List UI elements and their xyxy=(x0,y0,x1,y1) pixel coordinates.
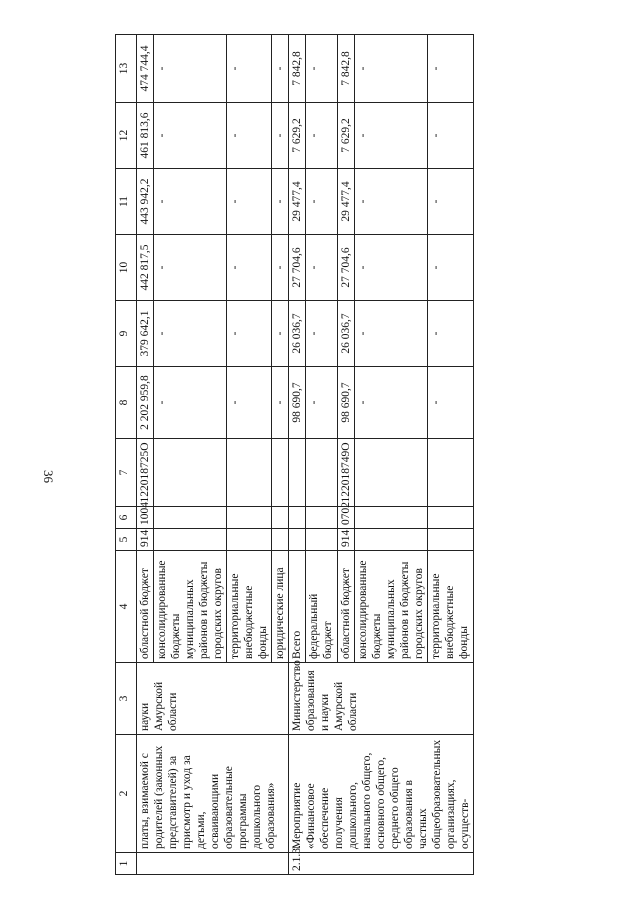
cell-c4: Всего xyxy=(289,551,306,663)
value-cell: - xyxy=(154,103,227,169)
cell-c7 xyxy=(306,439,337,507)
cell-c6 xyxy=(154,507,227,529)
col-number: 11 xyxy=(116,169,137,235)
rotated-table-container xyxy=(115,35,625,875)
value-cell: 2 202 959,8 xyxy=(137,367,154,439)
value-cell: - xyxy=(272,301,289,367)
cell-c7 xyxy=(354,439,428,507)
cell-c7 xyxy=(154,439,227,507)
cell-c6 xyxy=(289,507,306,529)
value-cell: - xyxy=(272,367,289,439)
col-number: 1 xyxy=(116,853,137,875)
value-cell: - xyxy=(354,367,428,439)
value-cell: - xyxy=(428,235,474,301)
value-cell: - xyxy=(227,169,272,235)
cell-c5 xyxy=(154,529,227,551)
value-cell: - xyxy=(428,301,474,367)
value-cell: - xyxy=(354,35,428,103)
value-cell: - xyxy=(354,235,428,301)
cell-col3: Министерство образования и науки Амурской области xyxy=(289,663,474,735)
value-cell: - xyxy=(306,169,337,235)
value-cell: - xyxy=(154,301,227,367)
value-cell: 98 690,7 xyxy=(289,367,306,439)
cell-c7 xyxy=(428,439,474,507)
cell-c6 xyxy=(306,507,337,529)
value-cell: 474 744,4 xyxy=(137,35,154,103)
value-cell: 29 477,4 xyxy=(337,169,354,235)
value-cell: - xyxy=(227,35,272,103)
col-number: 10 xyxy=(116,235,137,301)
cell-c5 xyxy=(272,529,289,551)
value-cell: - xyxy=(227,235,272,301)
value-cell: 98 690,7 xyxy=(337,367,354,439)
column-number-row xyxy=(116,35,137,875)
value-cell: - xyxy=(354,301,428,367)
cell-c7 xyxy=(272,439,289,507)
cell-c7 xyxy=(227,439,272,507)
cell-c6 xyxy=(272,507,289,529)
cell-c6: 0702 xyxy=(337,507,354,529)
value-cell: 7 629,2 xyxy=(337,103,354,169)
cell-c6: 1004 xyxy=(137,507,154,529)
value-cell: 27 704,6 xyxy=(337,235,354,301)
value-cell: - xyxy=(306,103,337,169)
cell-c4: областной бюджет xyxy=(137,551,154,663)
col-number: 3 xyxy=(116,663,137,735)
cell-c4: консолидированные бюджеты муниципальных районов и бюджеты городских округов xyxy=(354,551,428,663)
block-2 xyxy=(289,35,474,875)
value-cell: 29 477,4 xyxy=(289,169,306,235)
block-1 xyxy=(137,35,289,875)
value-cell: 7 842,8 xyxy=(289,35,306,103)
cell-c5 xyxy=(289,529,306,551)
value-cell: - xyxy=(306,301,337,367)
cell-c4: юридические лица xyxy=(272,551,289,663)
value-cell: - xyxy=(272,35,289,103)
cell-c5: 914 xyxy=(337,529,354,551)
value-cell: - xyxy=(428,103,474,169)
value-cell: - xyxy=(227,103,272,169)
cell-col1 xyxy=(137,853,289,875)
col-number: 4 xyxy=(116,551,137,663)
value-cell: 379 642,1 xyxy=(137,301,154,367)
cell-c5 xyxy=(354,529,428,551)
value-cell: 26 036,7 xyxy=(337,301,354,367)
value-cell: - xyxy=(272,103,289,169)
value-cell: - xyxy=(154,235,227,301)
cell-c6 xyxy=(354,507,428,529)
cell-c5 xyxy=(428,529,474,551)
cell-c6 xyxy=(428,507,474,529)
table-row xyxy=(137,35,154,875)
value-cell: - xyxy=(272,169,289,235)
cell-col1: 2.1.3. xyxy=(289,853,474,875)
value-cell: - xyxy=(306,235,337,301)
value-cell: - xyxy=(272,235,289,301)
value-cell: - xyxy=(428,169,474,235)
col-number: 5 xyxy=(116,529,137,551)
value-cell: 26 036,7 xyxy=(289,301,306,367)
col-number: 8 xyxy=(116,367,137,439)
value-cell: 442 817,5 xyxy=(137,235,154,301)
cell-c4: территориальные внебюджетные фонды xyxy=(428,551,474,663)
value-cell: - xyxy=(428,35,474,103)
cell-col2: платы, взимаемой с родителей (законных представителей) за присмотр и уход за детьми, осваивающими образовательные программы дошкольного образования» xyxy=(137,735,289,853)
col-number: 7 xyxy=(116,439,137,507)
value-cell: - xyxy=(428,367,474,439)
cell-c4: областной бюджет xyxy=(337,551,354,663)
col-number: 9 xyxy=(116,301,137,367)
col-number: 12 xyxy=(116,103,137,169)
value-cell: - xyxy=(227,367,272,439)
cell-c5: 914 xyxy=(137,529,154,551)
cell-c5 xyxy=(227,529,272,551)
value-cell: - xyxy=(354,103,428,169)
cell-c7 xyxy=(289,439,306,507)
budget-table xyxy=(115,34,474,875)
value-cell: 7 842,8 xyxy=(337,35,354,103)
cell-c6 xyxy=(227,507,272,529)
cell-c7: 122018725О xyxy=(137,439,154,507)
col-number: 13 xyxy=(116,35,137,103)
value-cell: - xyxy=(306,367,337,439)
cell-c7: 122018749О xyxy=(337,439,354,507)
value-cell: - xyxy=(227,301,272,367)
col-number: 2 xyxy=(116,735,137,853)
cell-col2: Мероприятие «Финансовое обеспечение получения дошкольного, начального общего, основного общего, среднего общего образования в частных общеобразовательных организациях, осуществ- xyxy=(289,735,474,853)
cell-c4: консолидированные бюджеты муниципальных районов и бюджеты городских округов xyxy=(154,551,227,663)
col-number: 6 xyxy=(116,507,137,529)
value-cell: 461 813,6 xyxy=(137,103,154,169)
cell-col3: науки Амурской области xyxy=(137,663,289,735)
cell-c5 xyxy=(306,529,337,551)
value-cell: 443 942,2 xyxy=(137,169,154,235)
value-cell: - xyxy=(154,35,227,103)
value-cell: 27 704,6 xyxy=(289,235,306,301)
page-number: 36 xyxy=(41,470,56,483)
cell-c4: территориальные внебюджетные фонды xyxy=(227,551,272,663)
table-row xyxy=(289,35,306,875)
value-cell: - xyxy=(154,169,227,235)
value-cell: 7 629,2 xyxy=(289,103,306,169)
value-cell: - xyxy=(306,35,337,103)
value-cell: - xyxy=(354,169,428,235)
value-cell: - xyxy=(154,367,227,439)
cell-c4: федеральный бюджет xyxy=(306,551,337,663)
